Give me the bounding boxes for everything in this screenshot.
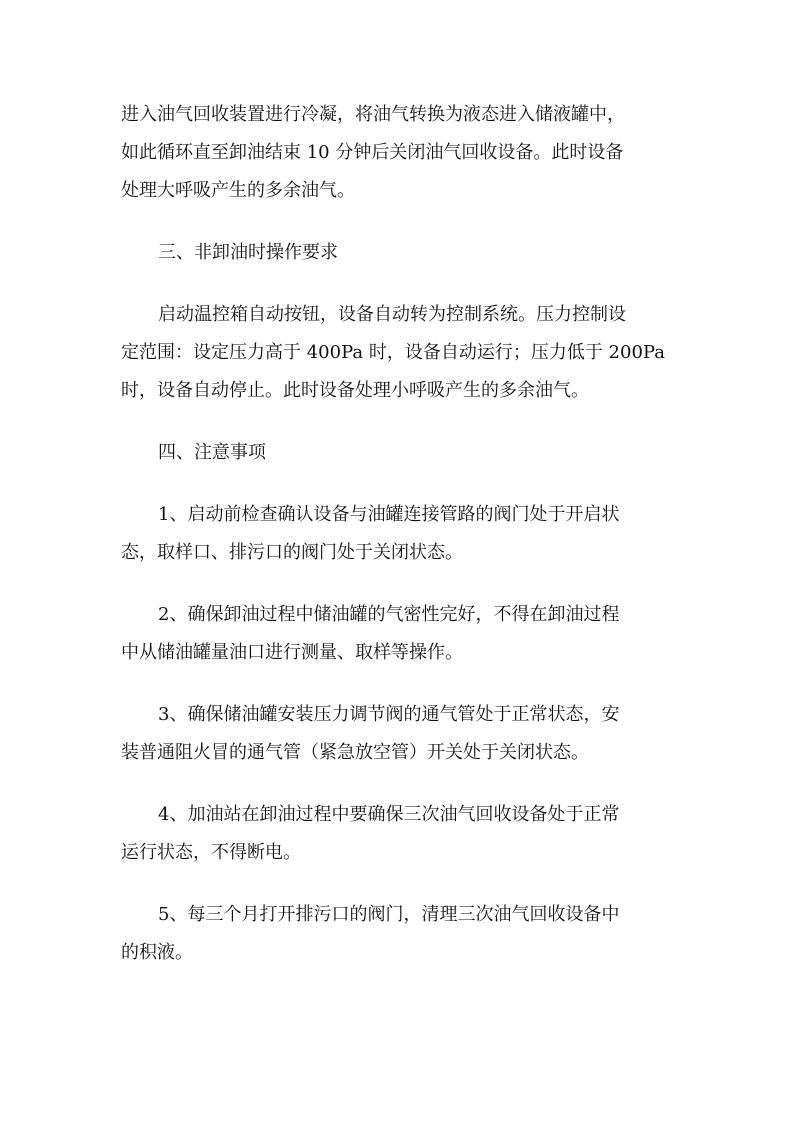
list-item-line: 5、每三个月打开排污口的阀门，清理三次油气回收设备中: [158, 904, 620, 925]
paragraph-unloading-process: [121, 96, 676, 210]
list-item-2: [121, 596, 676, 672]
list-item-line: 2、确保卸油过程中储油罐的气密性完好，不得在卸油过程: [158, 604, 620, 625]
paragraph-line: 启动温控箱自动按钮，设备自动转为控制系统。压力控制设: [158, 304, 626, 325]
list-item-1: [121, 496, 676, 572]
list-item-line: 装普通阻火冒的通气管（紧急放空管）开关处于关闭状态。: [121, 742, 589, 763]
paragraph-line: 定范围：设定压力高于 400Pa 时，设备自动运行；压力低于 200Pa: [121, 342, 665, 363]
list-item-line: 1、启动前检查确认设备与油罐连接管路的阀门处于开启状: [158, 504, 620, 525]
paragraph-non-unloading: [121, 296, 676, 410]
list-item-3: [121, 696, 676, 772]
paragraph-line: 进入油气回收装置进行冷凝，将油气转换为液态进入储液罐中，: [121, 104, 625, 125]
paragraph-line: 时，设备自动停止。此时设备处理小呼吸产生的多余油气。: [121, 380, 589, 401]
list-item-line: 3、确保储油罐安装压力调节阀的通气管处于正常状态，安: [158, 704, 620, 725]
list-item-line: 运行状态，不得断电。: [121, 842, 301, 863]
list-item-4: [121, 796, 676, 872]
list-item-line: 中从储油罐量油口进行测量、取样等操作。: [121, 642, 463, 663]
paragraph-line: 处理大呼吸产生的多余油气。: [121, 180, 355, 201]
paragraph-line: 如此循环直至卸油结束 10 分钟后关闭油气回收设备。此时设备: [121, 142, 624, 163]
list-item-5: [121, 896, 676, 972]
document-page: [121, 96, 676, 996]
section-heading-non-unloading: 三、非卸油时操作要求: [158, 242, 338, 263]
list-item-line: 4、加油站在卸油过程中要确保三次油气回收设备处于正常: [158, 804, 620, 825]
section-heading-notes: 四、注意事项: [158, 442, 266, 463]
list-item-line: 的积液。: [121, 942, 193, 963]
list-item-line: 态，取样口、排污口的阀门处于关闭状态。: [121, 542, 463, 563]
